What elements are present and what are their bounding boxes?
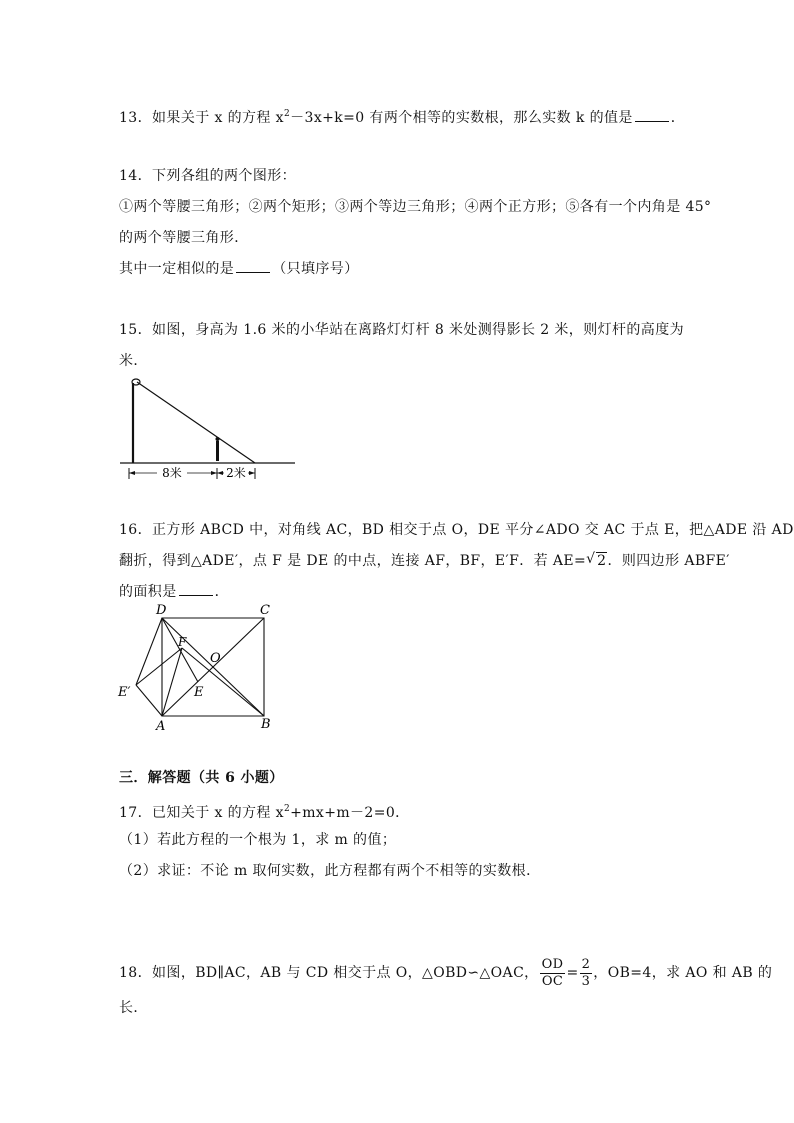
q17-part2: （2）求证：不论 m 取何实数，此方程都有两个不相等的实数根． xyxy=(119,863,541,879)
label-8m: 8米 xyxy=(162,466,182,480)
q15-line1: 15．如图，身高为 1.6 米的小华站在离路灯灯杆 8 米处测得影长 2 米，则灯杆的高度为 xyxy=(119,322,684,338)
label-D: D xyxy=(156,603,167,618)
label-E: E xyxy=(194,685,204,700)
q16-end: ． xyxy=(214,584,230,600)
lamp-head xyxy=(132,379,140,385)
q16-figure xyxy=(112,600,282,735)
q17-text-after: +mx+m－2=0． xyxy=(290,805,410,821)
segment-ae-prime xyxy=(136,685,162,716)
label-2m: 2米 xyxy=(226,466,246,480)
fraction-2-3 xyxy=(580,957,593,990)
light-ray xyxy=(137,382,255,463)
label-O: O xyxy=(210,651,221,666)
section-3-title: 三．解答题（共 6 小题） xyxy=(119,770,284,786)
q14-answer-blank[interactable] xyxy=(236,260,270,273)
q14-options: ①两个等腰三角形；②两个矩形；③两个等边三角形；④两个正方形；⑤各有一个内角是 45° xyxy=(119,199,712,215)
q18-text-before: 18．如图，BD∥AC，AB 与 CD 相交于点 O，△OBD∽△OAC， xyxy=(119,965,539,981)
question-13 xyxy=(119,104,685,128)
q17-exponent: 2 xyxy=(283,804,291,814)
q15-figure xyxy=(115,375,305,485)
label-B: B xyxy=(261,717,271,732)
segment-bf xyxy=(182,648,264,716)
sqrt-radicand: 2 xyxy=(597,553,607,569)
fraction-od-oc xyxy=(540,957,566,990)
q17-line1 xyxy=(119,799,410,823)
person-head xyxy=(216,437,220,441)
q16-answer-blank[interactable] xyxy=(179,583,213,596)
q17-part1: （1）若此方程的一个根为 1，求 m 的值； xyxy=(119,832,397,848)
sqrt-expression: √ 2 xyxy=(586,551,607,569)
q18-line1 xyxy=(119,956,772,990)
frac-denominator-3: 3 xyxy=(581,973,591,989)
q13-answer-blank[interactable] xyxy=(635,109,669,122)
label-C: C xyxy=(260,603,270,618)
q16-line2 xyxy=(119,551,730,571)
q14-title: 14．下列各组的两个图形： xyxy=(119,168,297,184)
q16-line3 xyxy=(119,582,229,602)
q13-text-middle: －3x+k=0 有两个相等的实数根，那么实数 k 的值是 xyxy=(290,110,633,126)
q14-options-cont: 的两个等腰三角形． xyxy=(119,230,249,246)
label-F: F xyxy=(178,635,187,649)
q13-text-before: 13．如果关于 x 的方程 x xyxy=(119,110,284,126)
q18-line2: 长． xyxy=(119,1000,148,1016)
frac-numerator-od: OD xyxy=(541,956,564,972)
q16-text-a: 翻折，得到△ADE′，点 F 是 DE 的中点，连接 AF，BF，E′F．若 AE= xyxy=(119,553,587,569)
equals-sign: = xyxy=(566,965,579,981)
label-E-prime: E′ xyxy=(118,685,131,700)
q14-answer-line xyxy=(119,259,359,279)
q17-text-before: 17．已知关于 x 的方程 x xyxy=(119,805,284,821)
frac-denominator-oc: OC xyxy=(541,973,564,989)
q14-note: （只填序号） xyxy=(272,261,359,277)
q14-prompt: 其中一定相似的是 xyxy=(119,261,235,277)
person-figure xyxy=(216,441,219,461)
q16-prompt: 的面积是 xyxy=(119,584,177,600)
q18-text-after: ，OB=4，求 AO 和 AB 的 xyxy=(593,965,773,981)
q13-text-after: ． xyxy=(670,110,686,126)
q13-exponent: 2 xyxy=(283,109,291,119)
label-A: A xyxy=(156,719,166,734)
q16-line1: 16．正方形 ABCD 中，对角线 AC，BD 相交于点 O，DE 平分∠ADO 交 AC 于点 E，把△ADE 沿 AD xyxy=(119,522,794,538)
frac-numerator-2: 2 xyxy=(581,956,591,972)
q16-text-b: ．则四边形 ABFE′ xyxy=(607,553,730,569)
q15-line2: 米． xyxy=(119,353,148,369)
